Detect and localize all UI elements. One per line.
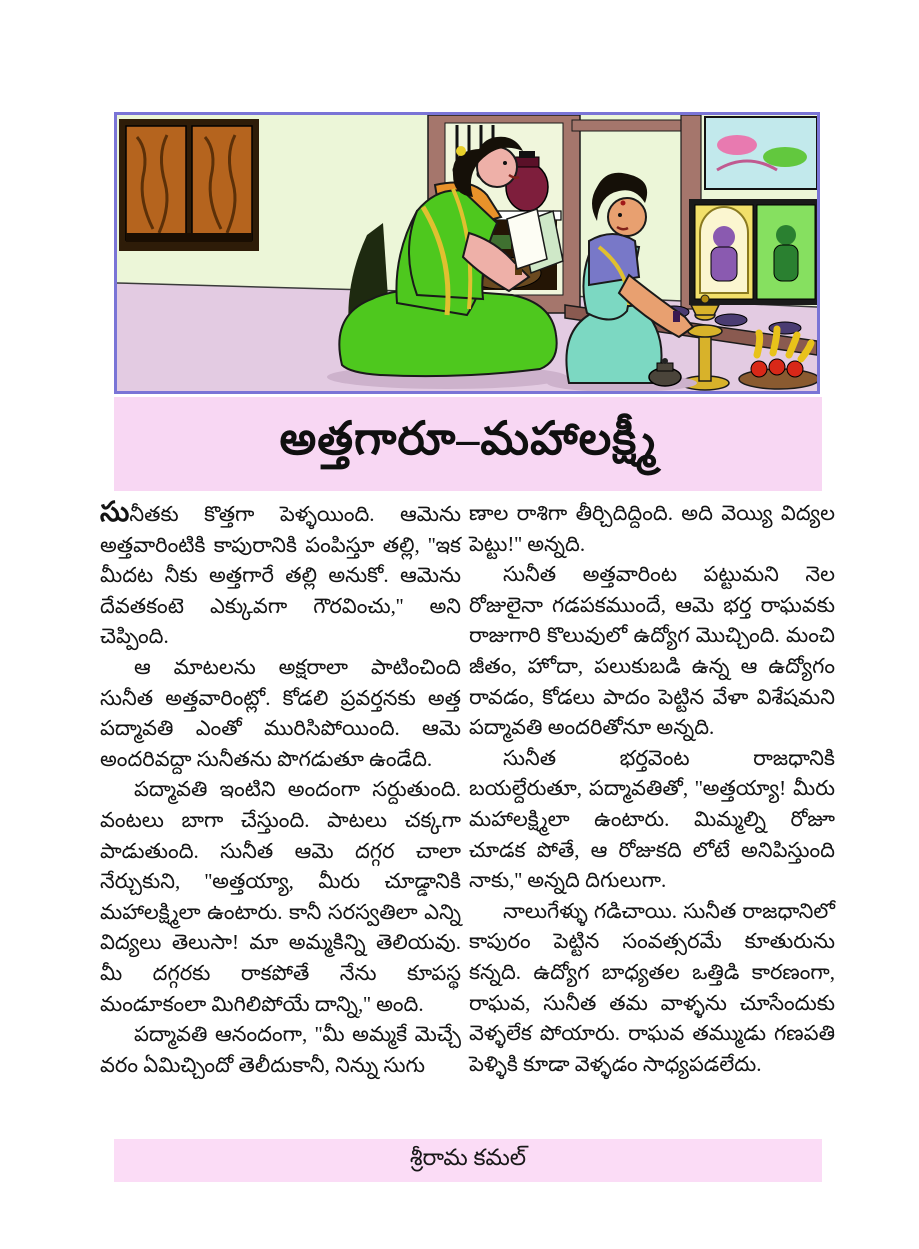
author-name: శ్రీరామ కమల్ (409, 1144, 527, 1170)
bangles (673, 311, 680, 322)
hair-flower-icon (456, 146, 466, 156)
paragraph: సునీత భర్తవెంట రాజధానికి బయల్దేరుతూ, పద్మావతితో, ''అత్తయ్యా! మీరు మహాలక్ష్మిలా ఉంటారు. మిమ్మల్ని రోజూ చూడక పోతే, ఆ రోజుకది లోటే అనిపిస్తుంది నాకు,'' అన్నది దిగులుగా. (469, 745, 835, 893)
daughter-face (608, 198, 646, 236)
page-title: అత్తగారూ–మహాలక్ష్మీ (279, 412, 657, 464)
paragraph (100, 498, 461, 652)
wall-picture-deities (689, 199, 817, 305)
illustration-scene (117, 115, 817, 391)
daughter-eye (618, 213, 622, 217)
wooden-window (119, 119, 259, 251)
title-banner (114, 397, 822, 491)
paragraph: పద్మావతి ఆనందంగా, ''మీ అమ్మకే మెచ్చే వరం ఏమిచ్చిందో తెలీదుకానీ, నిన్ను సుగు (100, 1022, 461, 1077)
story-column-right (469, 498, 835, 1079)
paragraph-text: నీతకు కొత్తగా పెళ్ళయింది. ఆమెను అత్తవారింటికి కాపురానికి పంపిస్తూ తల్లి, ''ఇక మీదట నీకు అత్తగారే తల్లి అనుకో. ఆమెను దేవతకంటె ఎక్కువగా గౌరవించు,'' అని చెప్పింది. (100, 502, 461, 649)
wall-picture-flying-figures (705, 117, 817, 189)
bindi (621, 201, 626, 206)
letter-in-hands (507, 209, 563, 273)
mother-eye (503, 161, 507, 165)
paragraph: ఆ మాటలను అక్షరాలా పాటించింది సునీత అత్తవారింట్లో. కోడలి ప్రవర్తనకు అత్త పద్మావతి ఎంతో మురిసిపోయింది. ఆమె అందరివద్దా సునీతను పొగడుతూ ఉండేది. (100, 654, 461, 771)
paragraph: ణాల రాశిగా తీర్చిదిద్దింది. అది వెయ్యి విద్యల పెట్టు!'' అన్నది. (469, 501, 835, 556)
drop-cap: సు (100, 497, 130, 528)
paragraph: సునీత అత్తవారింట పట్టుమని నెల రోజులైనా గడపకముందే, ఆమె భర్త రాఘవకు రాజుగారి కొలువులో ఉద్యోగ మొచ్చింది. మంచి జీతం, హోదా, పలుకుబడి ఉన్న ఆ ఉద్యోగం రావడం, కోడలు పాదం పెట్టిన వేళా విశేషమని పద్మావతి అందరితోనూ అన్నది. (469, 562, 835, 740)
paragraph: నాలుగేళ్ళు గడిచాయి. సునీత రాజధానిలో కాపురం పెట్టిన సంవత్సరమే కూతురును కన్నది. ఉద్యోగ బాధ్యతల ఒత్తిడి కారణంగా, రాఘవ, సునీత తమ వాళ్ళను చూసేందుకు వెళ్ళలేక పోయారు. రాఘవ తమ్ముడు గణపతి పెళ్ళికి కూడా వెళ్ళడం సాధ్యపడలేదు. (469, 898, 835, 1076)
story-column-left (100, 498, 461, 1080)
paragraph: పద్మావతి ఇంటిని అందంగా సర్దుతుంది. వంటలు బాగా చేస్తుంది. పాటలు చక్కగా పాడుతుంది. సునీత ఆమె దగ్గర చాలా నేర్చుకుని, ''అత్తయ్యా, మీరు చూడ్డానికి మహాలక్ష్మిలా ఉంటారు. కానీ సరస్వతిలా ఎన్ని విద్యలు తెలుసా! మా అమ్మకిన్ని తెలియవు. మీ దగ్గరకు రాకపోతే నేను కూపస్థ మండూకంలా మిగిలిపోయే దాన్ని,'' అంది. (100, 777, 461, 1016)
door-lintel (572, 120, 692, 131)
diya-icon (715, 314, 747, 326)
author-strip (114, 1139, 822, 1182)
story-illustration (114, 112, 820, 394)
